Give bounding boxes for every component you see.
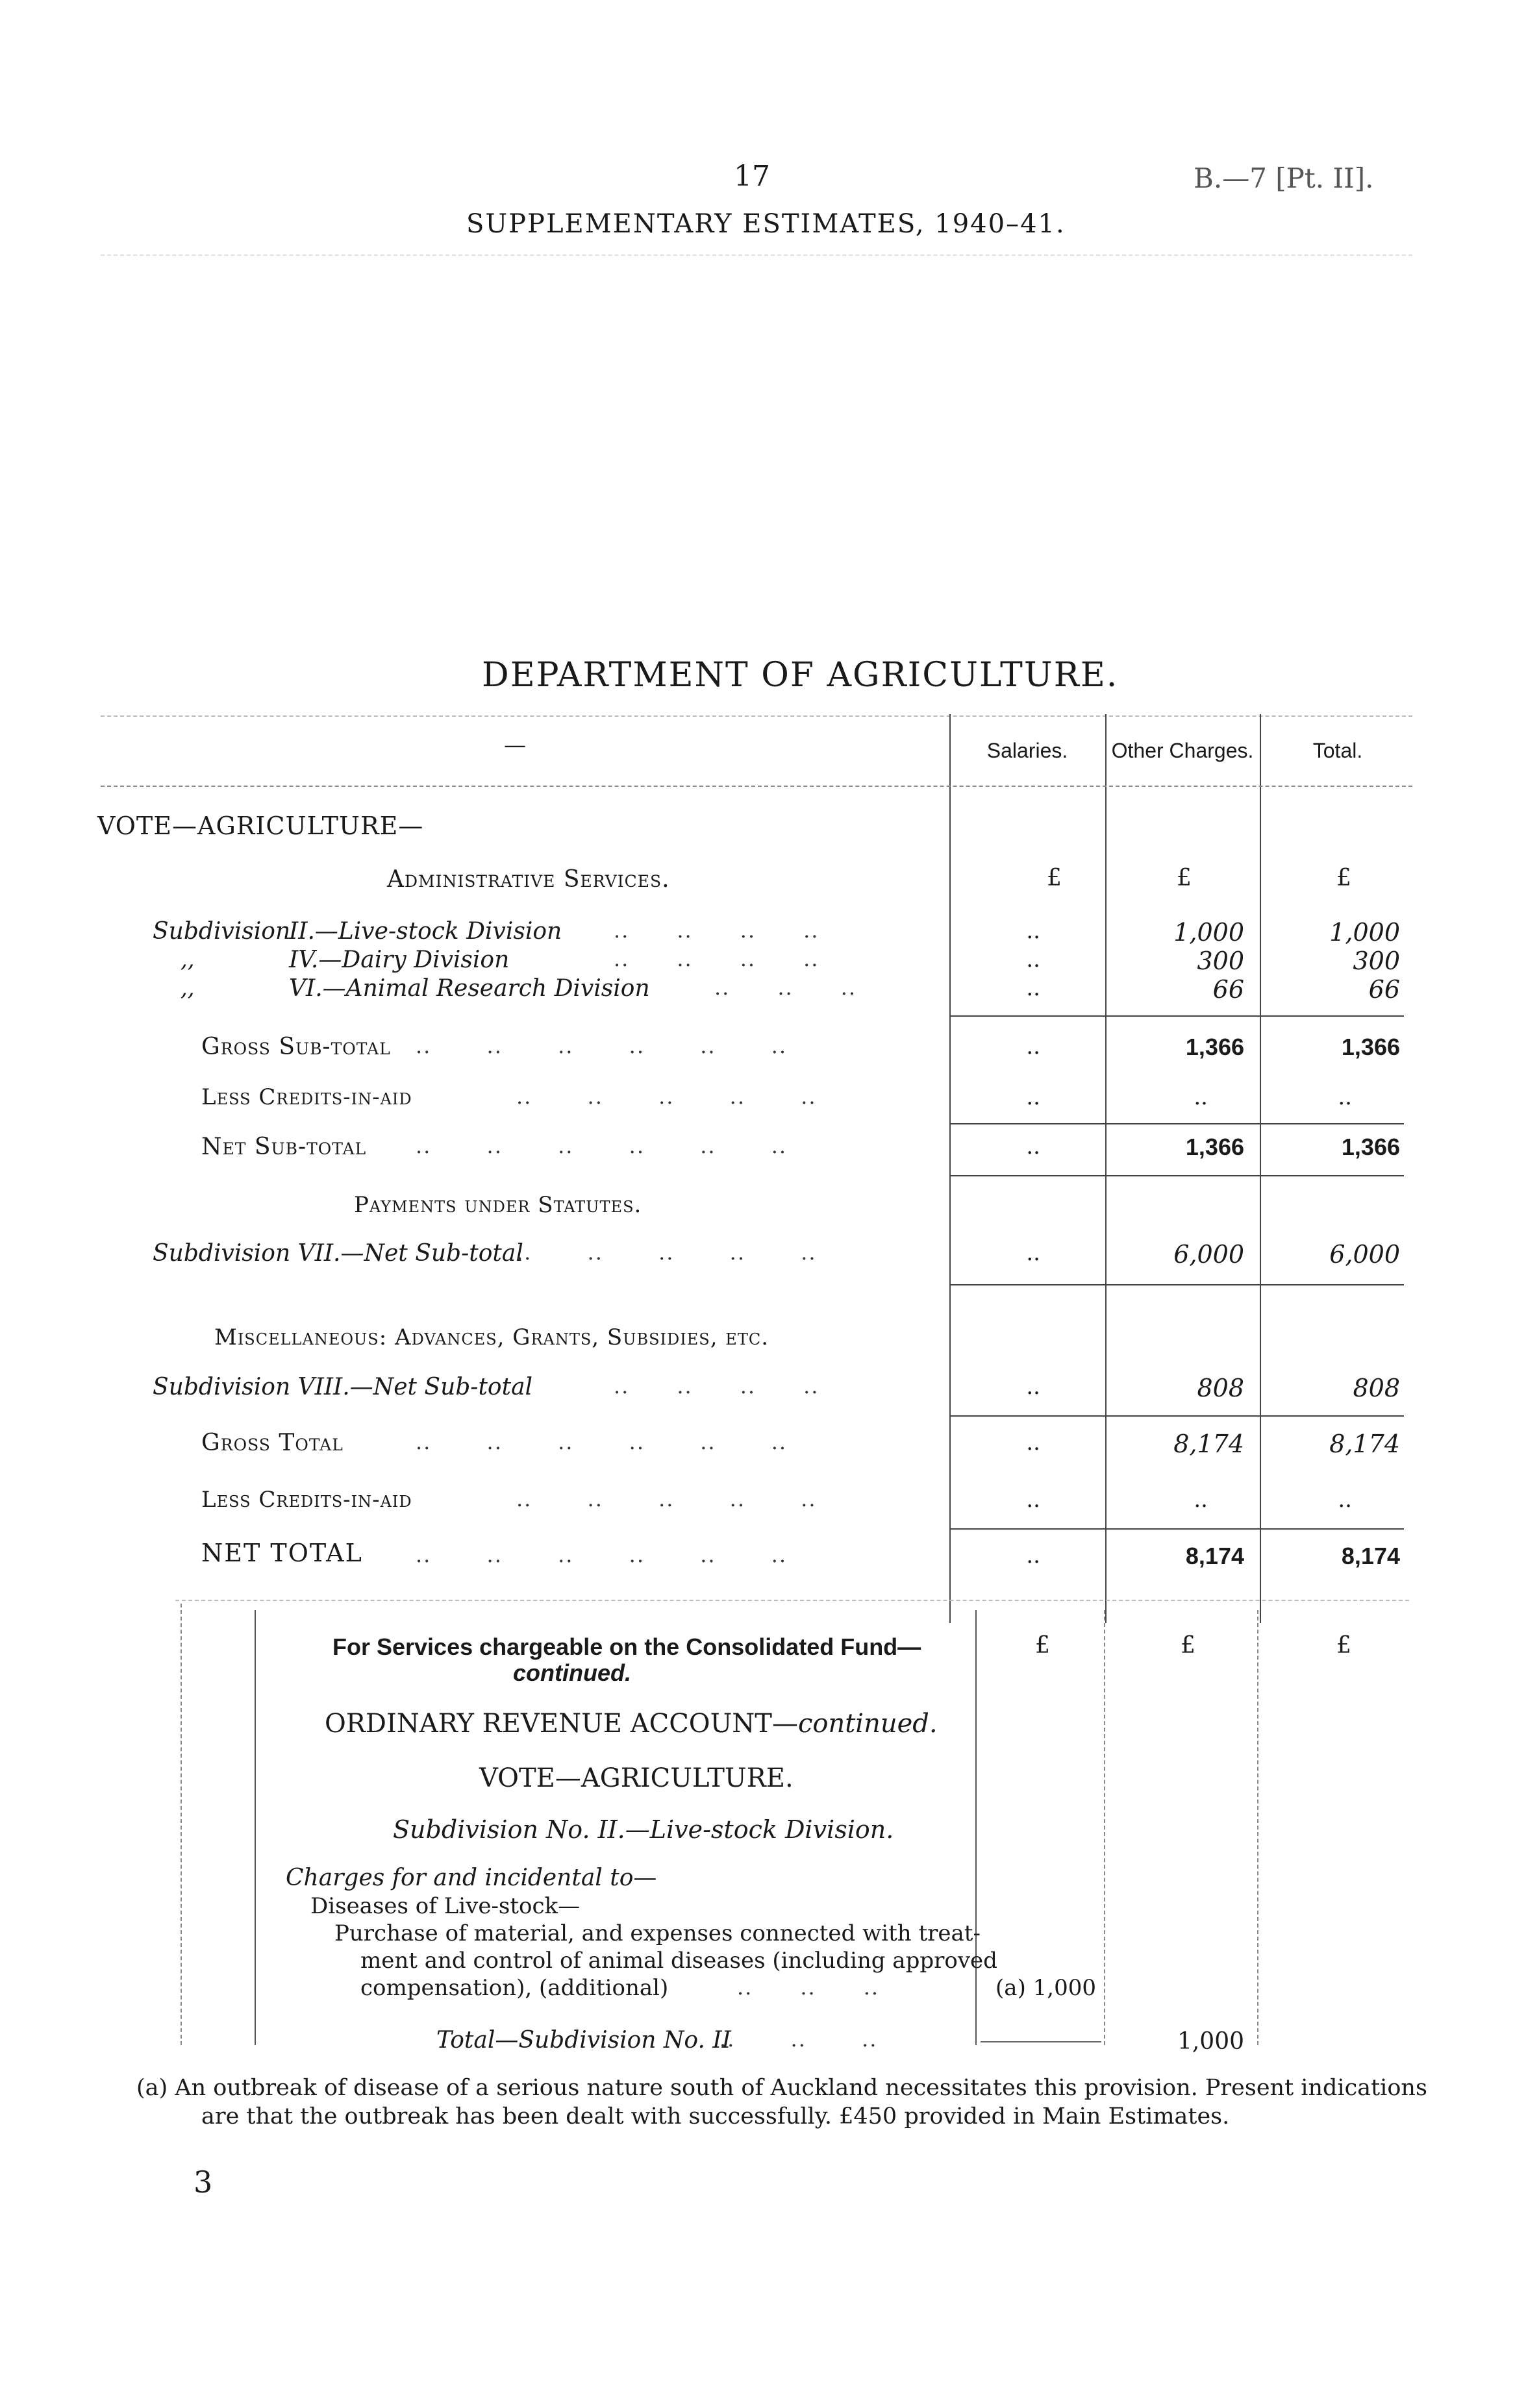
cell-salaries: ..: [1026, 1374, 1040, 1400]
diseases-line: Diseases of Live-stock—: [310, 1893, 581, 1919]
cell-other-charges: 6,000: [1173, 1240, 1244, 1269]
page-title: DEPARTMENT OF AGRICULTURE.: [482, 656, 1119, 695]
account-title-text: ORDINARY REVENUE ACCOUNT—: [325, 1709, 798, 1739]
cell-salaries: ..: [1026, 975, 1040, 1001]
sum-rule: [949, 1015, 1404, 1017]
charges-line: Charges for and incidental to—: [286, 1865, 657, 1891]
col-header-item: —: [504, 732, 526, 758]
cell-salaries: ..: [1026, 1134, 1040, 1160]
purchase-amount: (a) 1,000: [995, 1975, 1096, 2001]
row-label: NET TOTAL: [201, 1539, 363, 1567]
cell-total: ..: [1338, 1487, 1352, 1513]
excerpt-sum-rule: [981, 2041, 1101, 2042]
cell-other-charges: 300: [1197, 947, 1244, 975]
currency-col-3: £: [1336, 1632, 1351, 1659]
cell-salaries: ..: [1026, 1034, 1040, 1060]
excerpt-left-rule: [181, 1604, 182, 2045]
col-header-other-charges: Other Charges.: [1111, 739, 1254, 762]
cell-salaries: ..: [1026, 918, 1040, 944]
footnote-line-1: (a) An outbreak of disease of a serious nature south of Auckland necessitates this provision. Present indications: [136, 2075, 1427, 2101]
admin-services-heading: Administrative Services.: [387, 866, 670, 893]
consolidated-fund-continued: continued.: [513, 1659, 631, 1686]
consolidated-fund-heading: For Services chargeable on the Consolidated Fund—: [332, 1633, 921, 1660]
page-number: 17: [734, 160, 770, 193]
cell-salaries: ..: [1026, 1240, 1040, 1266]
sum-rule: [949, 1528, 1404, 1530]
col-header-salaries: Salaries.: [986, 739, 1068, 762]
row-label: Subdivision VII.—Net Sub-total: [153, 1240, 523, 1267]
vote-title: VOTE—AGRICULTURE.: [479, 1763, 794, 1793]
col-header-total: Total.: [1312, 739, 1363, 762]
footnote-line-2: are that the outbreak has been dealt with successfully. £450 provided in Main Estimates.: [201, 2104, 1230, 2129]
header-bottom-rule: [101, 786, 1412, 787]
subdivision-label: II.—Live-stock Division: [289, 918, 562, 945]
cell-salaries: ..: [1026, 1430, 1040, 1456]
subdivision-prefix: ,,: [181, 975, 195, 1001]
table-bottom-rule: [175, 1600, 1409, 1601]
cell-total: ..: [1338, 1084, 1352, 1110]
cell-total: 1,000: [1329, 918, 1400, 947]
cell-total: 300: [1353, 947, 1400, 975]
cell-total: 66: [1368, 975, 1400, 1004]
row-label: Subdivision VIII.—Net Sub-total: [153, 1374, 533, 1400]
row-label: Less Credits-in-aid: [201, 1084, 412, 1110]
sum-rule: [949, 1123, 1404, 1124]
leader-dots: .. .. .. .. ..: [516, 1487, 817, 1511]
currency-total: £: [1336, 865, 1351, 891]
cell-total: 6,000: [1329, 1240, 1400, 1269]
header-rule: [101, 254, 1412, 256]
row-label: Gross Total: [201, 1430, 344, 1456]
excerpt-inner-rule: [255, 1610, 256, 2045]
currency-salaries: £: [1047, 865, 1062, 891]
vote-heading: VOTE—AGRICULTURE—: [97, 812, 424, 840]
subdivision-prefix: ,,: [181, 947, 195, 973]
subdivision-prefix: Subdivision: [153, 918, 291, 945]
cell-salaries: ..: [1026, 1487, 1040, 1513]
leader-dots: .. .. ..: [714, 975, 857, 1000]
table-top-rule: [101, 715, 1412, 717]
leader-dots: .. .. .. .. ..: [516, 1240, 817, 1265]
cell-total: 8,174: [1341, 1543, 1400, 1569]
subdivision-title: Subdivision No. II.—Live-stock Division.: [393, 1815, 894, 1844]
leader-dots: .. .. .. .. .. ..: [416, 1134, 788, 1158]
row-label: Gross Sub-total: [201, 1034, 391, 1060]
cell-total: 1,366: [1341, 1034, 1400, 1060]
leader-dots: .. .. ..: [719, 2027, 878, 2052]
excerpt-col-rule-3: [1257, 1610, 1258, 2045]
currency-other: £: [1177, 865, 1192, 891]
cell-salaries: ..: [1026, 1543, 1040, 1569]
row-label: Less Credits-in-aid: [201, 1487, 412, 1513]
purchase-line-2: ment and control of animal diseases (including approved: [360, 1948, 997, 1974]
purchase-line-1: Purchase of material, and expenses connected with treat-: [334, 1920, 981, 1946]
cell-other-charges: 1,366: [1185, 1034, 1244, 1060]
account-title-continued: continued.: [797, 1709, 938, 1739]
cell-other-charges: 1,366: [1185, 1134, 1244, 1160]
cell-other-charges: 8,174: [1185, 1543, 1244, 1569]
leader-dots: .. .. .. ..: [614, 918, 819, 943]
leader-dots: .. .. .. ..: [614, 1374, 819, 1398]
excerpt-col-rule-1: [975, 1610, 977, 2045]
cell-salaries: ..: [1026, 1084, 1040, 1110]
reference-code: B.—7 [Pt. II].: [1194, 162, 1374, 194]
running-title: SUPPLEMENTARY ESTIMATES, 1940–41.: [466, 209, 1066, 239]
sum-rule: [949, 1415, 1404, 1417]
section-rule: [949, 1284, 1404, 1285]
excerpt-total-label: Total—Subdivision No. II: [436, 2027, 731, 2054]
cell-other-charges: 66: [1212, 975, 1244, 1004]
currency-col-1: £: [1035, 1632, 1050, 1659]
excerpt-col-rule-2: [1104, 1610, 1105, 2045]
cell-other-charges: ..: [1194, 1487, 1208, 1513]
col-rule-1: [949, 714, 951, 1623]
currency-col-2: £: [1181, 1632, 1195, 1659]
account-title: [325, 1709, 938, 1739]
col-rule-3: [1260, 714, 1261, 1623]
subdivision-label: IV.—Dairy Division: [289, 947, 510, 973]
section-rule: [949, 1175, 1404, 1176]
cell-total: 8,174: [1329, 1430, 1400, 1458]
cell-other-charges: 8,174: [1173, 1430, 1244, 1458]
cell-other-charges: 1,000: [1173, 918, 1244, 947]
excerpt-total-amount: 1,000: [1177, 2028, 1244, 2055]
leader-dots: .. .. .. .. ..: [516, 1084, 817, 1109]
leader-dots: .. .. .. ..: [614, 947, 819, 971]
cell-other-charges: 808: [1197, 1374, 1244, 1402]
cell-salaries: ..: [1026, 947, 1040, 973]
purchase-line-3: compensation), (additional): [360, 1975, 669, 2001]
cell-other-charges: ..: [1194, 1084, 1208, 1110]
leader-dots: .. .. .. .. .. ..: [416, 1543, 788, 1567]
subdivision-label: VI.—Animal Research Division: [289, 975, 650, 1002]
statutes-heading: Payments under Statutes.: [354, 1192, 642, 1218]
leader-dots: .. .. .. .. .. ..: [416, 1034, 788, 1058]
misc-heading: Miscellaneous: Advances, Grants, Subsidies, etc.: [214, 1324, 769, 1350]
leader-dots: .. .. ..: [737, 1975, 880, 2000]
row-label: Net Sub-total: [201, 1134, 367, 1160]
cell-total: 1,366: [1341, 1134, 1400, 1160]
leader-dots: .. .. .. .. .. ..: [416, 1430, 788, 1454]
cell-total: 808: [1353, 1374, 1400, 1402]
sheet-number: 3: [194, 2165, 213, 2200]
col-rule-2: [1105, 714, 1107, 1623]
